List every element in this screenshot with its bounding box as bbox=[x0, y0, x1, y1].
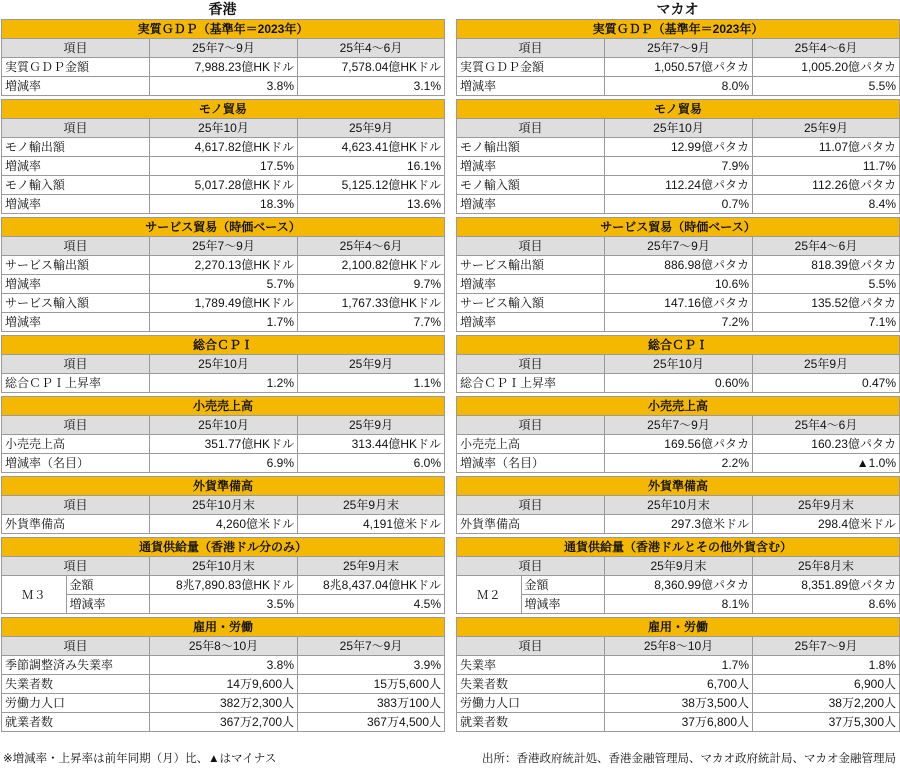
cell-value: 7.9% bbox=[605, 157, 753, 176]
section-row-retail bbox=[2, 397, 445, 416]
cell-value: 1,789.49億HKドル bbox=[150, 294, 298, 313]
table-row bbox=[2, 576, 445, 614]
cell-value: 8兆8,437.04億HKドル bbox=[298, 576, 444, 595]
header-row bbox=[457, 637, 900, 656]
cell-value: 3.1% bbox=[298, 77, 445, 96]
header-period: 25年10月 bbox=[150, 119, 298, 138]
header-row bbox=[457, 496, 900, 515]
cell-value: 4,260億米ドル bbox=[150, 515, 298, 534]
header-row bbox=[2, 496, 445, 515]
row-label: 増減率 bbox=[2, 157, 150, 176]
table-row bbox=[2, 176, 445, 195]
cell-value: 4.5% bbox=[413, 597, 441, 611]
row-label: サービス輸入額 bbox=[457, 294, 605, 313]
header-item: 項目 bbox=[457, 557, 605, 576]
region-title-macau: マカオ bbox=[656, 1, 699, 17]
header-period: 25年10月 bbox=[605, 119, 753, 138]
cell-value: 10.6% bbox=[605, 275, 753, 294]
header-item: 項目 bbox=[2, 119, 150, 138]
cell-value: 112.24億パタカ bbox=[605, 176, 753, 195]
money-values bbox=[605, 576, 753, 614]
cell-value: 5.7% bbox=[150, 275, 298, 294]
header-period: 25年4～6月 bbox=[753, 39, 900, 58]
header-row bbox=[457, 39, 900, 58]
cell-value: 3.8% bbox=[150, 77, 298, 96]
section-title: サービス貿易（時価ベース） bbox=[2, 218, 445, 237]
row-label: 季節調整済み失業率 bbox=[2, 656, 150, 675]
header-row bbox=[457, 355, 900, 374]
section-row-reserves bbox=[2, 477, 445, 496]
cell-value: 0.7% bbox=[605, 195, 753, 214]
cell-value: 135.52億パタカ bbox=[753, 294, 900, 313]
section-row-cpi bbox=[457, 336, 900, 355]
cell-value: 15万5,600人 bbox=[298, 675, 445, 694]
header-period: 25年7～9月 bbox=[150, 39, 298, 58]
section-title: 総合ＣＰＩ bbox=[2, 336, 445, 355]
cell-value: 17.5% bbox=[150, 157, 298, 176]
header-row bbox=[2, 119, 445, 138]
row-label: 総合ＣＰＩ上昇率 bbox=[2, 374, 150, 393]
table-row bbox=[2, 157, 445, 176]
table-row bbox=[457, 576, 900, 614]
row-label: モノ輸入額 bbox=[457, 176, 605, 195]
cell-value: 147.16億パタカ bbox=[605, 294, 753, 313]
header-item: 項目 bbox=[2, 355, 150, 374]
header-period: 25年7～9月 bbox=[298, 637, 445, 656]
table-row bbox=[2, 656, 445, 675]
cell-value: 886.98億パタカ bbox=[605, 256, 753, 275]
cell-value: 367万4,500人 bbox=[298, 713, 445, 732]
table-row bbox=[457, 675, 900, 694]
section-title: 通貨供給量（香港ドル分のみ） bbox=[2, 538, 445, 557]
header-row bbox=[457, 557, 900, 576]
cell-value: 18.3% bbox=[150, 195, 298, 214]
row-label: 失業者数 bbox=[457, 675, 605, 694]
cell-value: 5.5% bbox=[753, 275, 900, 294]
header-period: 25年7～9月 bbox=[605, 237, 753, 256]
section-title: 通貨供給量（香港ドルとその他外貨含む） bbox=[457, 538, 900, 557]
cell-value: 8,351.89億パタカ bbox=[753, 576, 899, 595]
row-label: 小売売上高 bbox=[2, 435, 150, 454]
money-group-label: Ｍ３ bbox=[2, 576, 66, 613]
header-item: 項目 bbox=[457, 355, 605, 374]
header-item: 項目 bbox=[2, 557, 150, 576]
cell-value: 160.23億パタカ bbox=[753, 435, 900, 454]
cell-value: 8.4% bbox=[753, 195, 900, 214]
footnote: ※増減率・上昇率は前年同期（月）比、▲はマイナス bbox=[3, 753, 277, 765]
table-row bbox=[2, 77, 445, 96]
section-title: 外貨準備高 bbox=[2, 477, 445, 496]
hongkong-table bbox=[1, 19, 445, 732]
cell-value: 0.60% bbox=[605, 374, 753, 393]
section-row-services bbox=[2, 218, 445, 237]
cell-value: 13.6% bbox=[298, 195, 445, 214]
section-row-gdp bbox=[2, 20, 445, 39]
table-row bbox=[457, 313, 900, 332]
cell-value: 298.4億米ドル bbox=[753, 515, 900, 534]
table-row bbox=[2, 294, 445, 313]
cell-value: 2,100.82億HKドル bbox=[298, 256, 445, 275]
money-values bbox=[298, 576, 445, 614]
header-item: 項目 bbox=[2, 416, 150, 435]
cell-value: 14万9,600人 bbox=[150, 675, 298, 694]
row-label: サービス輸出額 bbox=[2, 256, 150, 275]
cell-value: 382万2,300人 bbox=[150, 694, 298, 713]
cell-value: 37万6,800人 bbox=[605, 713, 753, 732]
header-period: 25年9月末 bbox=[753, 496, 900, 515]
cell-value: 7,988.23億HKドル bbox=[150, 58, 298, 77]
table-row bbox=[457, 77, 900, 96]
table-row bbox=[457, 694, 900, 713]
row-label: 外貨準備高 bbox=[457, 515, 605, 534]
header-item: 項目 bbox=[2, 496, 150, 515]
table-row bbox=[457, 374, 900, 393]
cell-value: 38万2,200人 bbox=[753, 694, 900, 713]
row-label: 金額 bbox=[66, 576, 149, 595]
header-period: 25年9月 bbox=[753, 355, 900, 374]
cell-value: 112.26億パタカ bbox=[753, 176, 900, 195]
header-item: 項目 bbox=[457, 119, 605, 138]
cell-value: 367万2,700人 bbox=[150, 713, 298, 732]
header-item: 項目 bbox=[457, 637, 605, 656]
header-row bbox=[2, 237, 445, 256]
header-period: 25年4～6月 bbox=[298, 237, 445, 256]
header-item: 項目 bbox=[457, 39, 605, 58]
source-note: 出所：香港政府統計処、香港金融管理局、マカオ政府統計局、マカオ金融管理局 bbox=[482, 753, 896, 765]
table-row bbox=[457, 138, 900, 157]
cell-value: 11.07億パタカ bbox=[753, 138, 900, 157]
section-row-services bbox=[457, 218, 900, 237]
macau-table bbox=[456, 19, 900, 732]
cell-value: 8.1% bbox=[721, 597, 749, 611]
row-label: 失業者数 bbox=[2, 675, 150, 694]
header-period: 25年9月 bbox=[753, 119, 900, 138]
row-label: 就業者数 bbox=[457, 713, 605, 732]
cell-value: 1.2% bbox=[150, 374, 298, 393]
table-row bbox=[2, 435, 445, 454]
cell-value: 12.99億パタカ bbox=[605, 138, 753, 157]
table-row bbox=[2, 374, 445, 393]
cell-value: 4,623.41億HKドル bbox=[298, 138, 445, 157]
header-period: 25年8～10月 bbox=[605, 637, 753, 656]
table-row bbox=[457, 176, 900, 195]
macau-column bbox=[456, 0, 899, 732]
money-values bbox=[753, 576, 900, 614]
section-row-money-supply bbox=[457, 538, 900, 557]
cell-value: 7.7% bbox=[298, 313, 445, 332]
section-row-money-supply bbox=[2, 538, 445, 557]
region-title-hongkong: 香港 bbox=[208, 1, 237, 17]
header-period: 25年4～6月 bbox=[753, 237, 900, 256]
header-row bbox=[2, 637, 445, 656]
header-period: 25年10月末 bbox=[150, 557, 298, 576]
cell-value: 8.6% bbox=[868, 597, 896, 611]
cell-value: 16.1% bbox=[298, 157, 445, 176]
cell-value: 7,578.04億HKドル bbox=[298, 58, 445, 77]
cell-value: 8兆7,890.83億HKドル bbox=[150, 576, 297, 595]
row-label-group bbox=[457, 576, 605, 614]
row-label: 就業者数 bbox=[2, 713, 150, 732]
row-label: 増減率 bbox=[2, 195, 150, 214]
header-item: 項目 bbox=[2, 39, 150, 58]
section-row-cpi bbox=[2, 336, 445, 355]
row-label: モノ輸出額 bbox=[457, 138, 605, 157]
header-period: 25年9月末 bbox=[605, 557, 753, 576]
table-row bbox=[457, 157, 900, 176]
cell-value: 2,270.13億HKドル bbox=[150, 256, 298, 275]
header-period: 25年10月 bbox=[150, 355, 298, 374]
money-group-label: Ｍ２ bbox=[457, 576, 521, 613]
cell-value: 1,050.57億パタカ bbox=[605, 58, 753, 77]
row-label: 外貨準備高 bbox=[2, 515, 150, 534]
header-period: 25年10月末 bbox=[605, 496, 753, 515]
row-label: モノ輸入額 bbox=[2, 176, 150, 195]
row-label: 失業率 bbox=[457, 656, 605, 675]
header-period: 25年4～6月 bbox=[753, 416, 900, 435]
row-label: 実質ＧＤＰ金額 bbox=[2, 58, 150, 77]
row-label: 総合ＣＰＩ上昇率 bbox=[457, 374, 605, 393]
row-label: 増減率 bbox=[2, 313, 150, 332]
header-row bbox=[457, 416, 900, 435]
section-row-employment bbox=[2, 618, 445, 637]
cell-value: 7.2% bbox=[605, 313, 753, 332]
table-row bbox=[457, 713, 900, 732]
table-row bbox=[2, 713, 445, 732]
cell-value: 3.9% bbox=[298, 656, 445, 675]
section-row-goods bbox=[2, 100, 445, 119]
table-row bbox=[2, 58, 445, 77]
row-label: 増減率（名目） bbox=[2, 454, 150, 473]
header-period: 25年10月 bbox=[605, 355, 753, 374]
header-period: 25年9月 bbox=[298, 119, 445, 138]
cell-value: 5,125.12億HKドル bbox=[298, 176, 445, 195]
table-row bbox=[2, 694, 445, 713]
cell-value: ▲1.0% bbox=[753, 454, 900, 473]
cell-value: 6,900人 bbox=[753, 675, 900, 694]
row-label: 増減率（名目） bbox=[457, 454, 605, 473]
row-label: 小売売上高 bbox=[457, 435, 605, 454]
table-row bbox=[2, 256, 445, 275]
cell-value: 1.7% bbox=[150, 313, 298, 332]
header-item: 項目 bbox=[457, 237, 605, 256]
row-label-group bbox=[2, 576, 150, 614]
header-row bbox=[2, 416, 445, 435]
header-item: 項目 bbox=[2, 237, 150, 256]
row-label: 増減率 bbox=[69, 597, 106, 611]
cell-value: 7.1% bbox=[753, 313, 900, 332]
header-period: 25年9月 bbox=[298, 355, 445, 374]
table-row bbox=[2, 675, 445, 694]
header-row bbox=[2, 39, 445, 58]
cell-value: 6,700人 bbox=[605, 675, 753, 694]
row-label: サービス輸出額 bbox=[457, 256, 605, 275]
money-values bbox=[150, 576, 298, 614]
cell-value: 169.56億パタカ bbox=[605, 435, 753, 454]
row-label: サービス輸入額 bbox=[2, 294, 150, 313]
header-period: 25年4～6月 bbox=[298, 39, 445, 58]
cell-value: 0.47% bbox=[753, 374, 900, 393]
row-label: モノ輸出額 bbox=[2, 138, 150, 157]
section-title: 小売売上高 bbox=[2, 397, 445, 416]
section-row-retail bbox=[457, 397, 900, 416]
row-label: 増減率 bbox=[524, 597, 561, 611]
row-label: 労働力人口 bbox=[2, 694, 150, 713]
table-row bbox=[457, 195, 900, 214]
cell-value: 6.9% bbox=[150, 454, 298, 473]
cell-value: 3.8% bbox=[150, 656, 298, 675]
header-period: 25年10月末 bbox=[150, 496, 298, 515]
row-label: 労働力人口 bbox=[457, 694, 605, 713]
cell-value: 1.1% bbox=[298, 374, 445, 393]
hongkong-column bbox=[1, 0, 444, 732]
cell-value: 3.5% bbox=[266, 597, 294, 611]
section-row-reserves bbox=[457, 477, 900, 496]
table-row bbox=[457, 515, 900, 534]
cell-value: 1.7% bbox=[605, 656, 753, 675]
table-row bbox=[457, 275, 900, 294]
table-row bbox=[457, 454, 900, 473]
section-title: モノ貿易 bbox=[457, 100, 900, 119]
section-title: 小売売上高 bbox=[457, 397, 900, 416]
cell-value: 37万5,300人 bbox=[753, 713, 900, 732]
table-row bbox=[2, 454, 445, 473]
table-row bbox=[2, 195, 445, 214]
row-label: 増減率 bbox=[457, 77, 605, 96]
header-period: 25年9月末 bbox=[298, 496, 445, 515]
cell-value: 38万3,500人 bbox=[605, 694, 753, 713]
header-period: 25年7～9月 bbox=[605, 39, 753, 58]
header-item: 項目 bbox=[457, 416, 605, 435]
table-row bbox=[2, 313, 445, 332]
cell-value: 9.7% bbox=[298, 275, 445, 294]
row-label: 実質ＧＤＰ金額 bbox=[457, 58, 605, 77]
table-row bbox=[457, 256, 900, 275]
row-label: 増減率 bbox=[2, 275, 150, 294]
row-label: 増減率 bbox=[457, 195, 605, 214]
cell-value: 5,017.28億HKドル bbox=[150, 176, 298, 195]
table-row bbox=[2, 275, 445, 294]
header-row bbox=[2, 355, 445, 374]
header-period: 25年7～9月 bbox=[150, 237, 298, 256]
cell-value: 818.39億パタカ bbox=[753, 256, 900, 275]
section-title: 雇用・労働 bbox=[2, 618, 445, 637]
header-item: 項目 bbox=[457, 496, 605, 515]
section-title: 実質ＧＤＰ（基準年＝2023年） bbox=[2, 20, 445, 39]
cell-value: 1,767.33億HKドル bbox=[298, 294, 445, 313]
table-row bbox=[457, 58, 900, 77]
header-period: 25年7～9月 bbox=[605, 416, 753, 435]
cell-value: 11.7% bbox=[753, 157, 900, 176]
row-label: 増減率 bbox=[2, 77, 150, 96]
section-row-employment bbox=[457, 618, 900, 637]
table-row bbox=[2, 138, 445, 157]
section-row-gdp bbox=[457, 20, 900, 39]
row-label: 増減率 bbox=[457, 275, 605, 294]
header-period: 25年8～10月 bbox=[150, 637, 298, 656]
cell-value: 2.2% bbox=[605, 454, 753, 473]
header-item: 項目 bbox=[2, 637, 150, 656]
table-row bbox=[457, 435, 900, 454]
section-row-goods bbox=[457, 100, 900, 119]
cell-value: 6.0% bbox=[298, 454, 445, 473]
section-title: モノ貿易 bbox=[2, 100, 445, 119]
table-row bbox=[457, 656, 900, 675]
section-title: サービス貿易（時価ベース） bbox=[457, 218, 900, 237]
cell-value: 297.3億米ドル bbox=[605, 515, 753, 534]
header-period: 25年9月末 bbox=[298, 557, 445, 576]
header-period: 25年9月 bbox=[298, 416, 445, 435]
cell-value: 351.77億HKドル bbox=[150, 435, 298, 454]
cell-value: 8,360.99億パタカ bbox=[605, 576, 752, 595]
cell-value: 4,191億米ドル bbox=[298, 515, 445, 534]
cell-value: 1,005.20億パタカ bbox=[753, 58, 900, 77]
section-title: 実質ＧＤＰ（基準年＝2023年） bbox=[457, 20, 900, 39]
table-row bbox=[2, 515, 445, 534]
header-period: 25年8月末 bbox=[753, 557, 900, 576]
row-label: 金額 bbox=[521, 576, 604, 595]
header-period: 25年10月 bbox=[150, 416, 298, 435]
header-period: 25年7～9月 bbox=[753, 637, 900, 656]
cell-value: 5.5% bbox=[753, 77, 900, 96]
section-title: 雇用・労働 bbox=[457, 618, 900, 637]
cell-value: 4,617.82億HKドル bbox=[150, 138, 298, 157]
section-title: 外貨準備高 bbox=[457, 477, 900, 496]
section-title: 総合ＣＰＩ bbox=[457, 336, 900, 355]
row-label: 増減率 bbox=[457, 313, 605, 332]
header-row bbox=[457, 119, 900, 138]
cell-value: 8.0% bbox=[605, 77, 753, 96]
table-row bbox=[457, 294, 900, 313]
cell-value: 313.44億HKドル bbox=[298, 435, 445, 454]
header-row bbox=[457, 237, 900, 256]
cell-value: 1.8% bbox=[753, 656, 900, 675]
row-label: 増減率 bbox=[457, 157, 605, 176]
header-row bbox=[2, 557, 445, 576]
cell-value: 383万100人 bbox=[298, 694, 445, 713]
